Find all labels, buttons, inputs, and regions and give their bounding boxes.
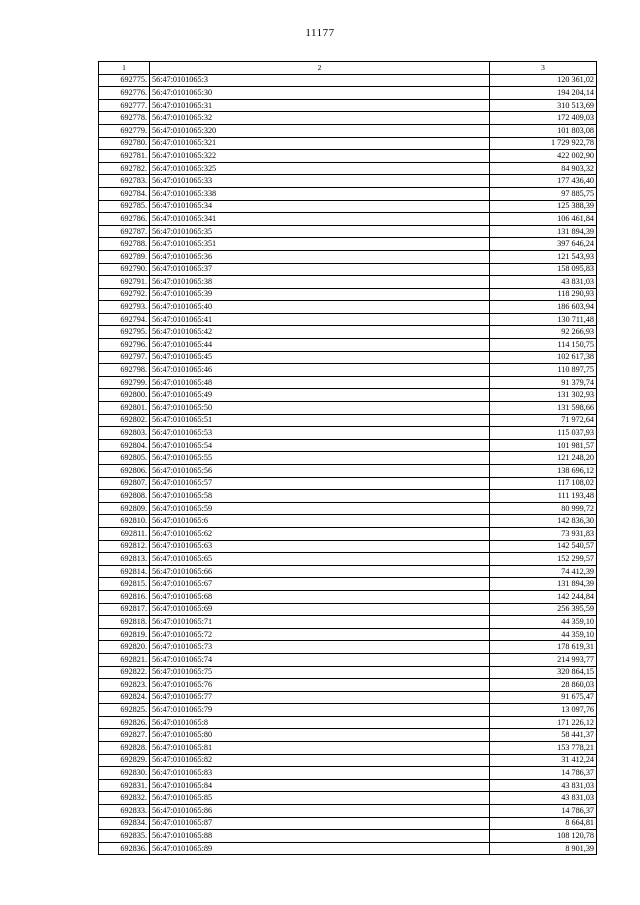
row-number: 692822. — [99, 666, 150, 679]
cadastral-value: 130 711,48 — [490, 313, 597, 326]
cadastral-number: 56:47:0101065:32 — [150, 112, 490, 125]
cadastral-number: 56:47:0101065:82 — [150, 754, 490, 767]
cadastral-number: 56:47:0101065:325 — [150, 162, 490, 175]
table-row — [99, 540, 597, 553]
cadastral-value: 142 540,57 — [490, 540, 597, 553]
table-row — [99, 87, 597, 100]
row-number: 692812. — [99, 540, 150, 553]
cadastral-value: 422 002,90 — [490, 150, 597, 163]
table-row — [99, 754, 597, 767]
column-header-value: 3 — [490, 62, 597, 75]
row-number: 692785. — [99, 200, 150, 213]
table-row — [99, 402, 597, 415]
cadastral-number: 56:47:0101065:35 — [150, 225, 490, 238]
cadastral-value: 125 388,39 — [490, 200, 597, 213]
table-row — [99, 465, 597, 478]
cadastral-value: 138 696,12 — [490, 465, 597, 478]
row-number: 692801. — [99, 402, 150, 415]
cadastral-number: 56:47:0101065:74 — [150, 653, 490, 666]
cadastral-number: 56:47:0101065:36 — [150, 250, 490, 263]
cadastral-number: 56:47:0101065:3 — [150, 74, 490, 87]
table-row — [99, 250, 597, 263]
row-number: 692806. — [99, 465, 150, 478]
row-number: 692815. — [99, 578, 150, 591]
cadastral-number: 56:47:0101065:88 — [150, 830, 490, 843]
table-row — [99, 515, 597, 528]
cadastral-number: 56:47:0101065:322 — [150, 150, 490, 163]
row-number: 692827. — [99, 729, 150, 742]
cadastral-number: 56:47:0101065:57 — [150, 477, 490, 490]
cadastral-number: 56:47:0101065:85 — [150, 792, 490, 805]
row-number: 692787. — [99, 225, 150, 238]
row-number: 692784. — [99, 187, 150, 200]
cadastral-value: 43 831,03 — [490, 779, 597, 792]
cadastral-number: 56:47:0101065:69 — [150, 603, 490, 616]
row-number: 692817. — [99, 603, 150, 616]
table-row — [99, 238, 597, 251]
table-row — [99, 628, 597, 641]
cadastral-value: 114 150,75 — [490, 339, 597, 352]
cadastral-number: 56:47:0101065:59 — [150, 502, 490, 515]
table-row — [99, 817, 597, 830]
table-row — [99, 490, 597, 503]
row-number: 692788. — [99, 238, 150, 251]
cadastral-value: 177 436,40 — [490, 175, 597, 188]
cadastral-number: 56:47:0101065:77 — [150, 691, 490, 704]
cadastral-number: 56:47:0101065:71 — [150, 616, 490, 629]
row-number: 692831. — [99, 779, 150, 792]
table-row — [99, 150, 597, 163]
cadastral-value: 108 120,78 — [490, 830, 597, 843]
cadastral-value: 92 266,93 — [490, 326, 597, 339]
cadastral-number: 56:47:0101065:79 — [150, 704, 490, 717]
row-number: 692783. — [99, 175, 150, 188]
cadastral-value: 153 778,21 — [490, 742, 597, 755]
cadastral-number: 56:47:0101065:68 — [150, 590, 490, 603]
cadastral-number: 56:47:0101065:40 — [150, 301, 490, 314]
table-row — [99, 389, 597, 402]
cadastral-value: 158 095,83 — [490, 263, 597, 276]
cadastral-value: 121 248,20 — [490, 452, 597, 465]
cadastral-value: 118 290,93 — [490, 288, 597, 301]
cadastral-value: 186 603,94 — [490, 301, 597, 314]
cadastral-number: 56:47:0101065:45 — [150, 351, 490, 364]
cadastral-number: 56:47:0101065:338 — [150, 187, 490, 200]
cadastral-value: 13 097,76 — [490, 704, 597, 717]
cadastral-number: 56:47:0101065:53 — [150, 427, 490, 440]
cadastral-value: 101 803,08 — [490, 124, 597, 137]
cadastral-value: 8 664,81 — [490, 817, 597, 830]
cadastral-value: 43 831,03 — [490, 792, 597, 805]
row-number: 692824. — [99, 691, 150, 704]
cadastral-value: 256 395,59 — [490, 603, 597, 616]
cadastral-number: 56:47:0101065:67 — [150, 578, 490, 591]
cadastral-number: 56:47:0101065:42 — [150, 326, 490, 339]
table-row — [99, 565, 597, 578]
row-number: 692819. — [99, 628, 150, 641]
cadastral-number: 56:47:0101065:30 — [150, 87, 490, 100]
row-number: 692802. — [99, 414, 150, 427]
cadastral-number: 56:47:0101065:37 — [150, 263, 490, 276]
cadastral-value: 178 619,31 — [490, 641, 597, 654]
cadastral-value: 320 864,15 — [490, 666, 597, 679]
cadastral-value: 397 646,24 — [490, 238, 597, 251]
cadastral-value: 131 302,93 — [490, 389, 597, 402]
row-number: 692829. — [99, 754, 150, 767]
table-row — [99, 452, 597, 465]
row-number: 692798. — [99, 364, 150, 377]
cadastral-value: 28 860,03 — [490, 679, 597, 692]
cadastral-value: 131 894,39 — [490, 578, 597, 591]
cadastral-number: 56:47:0101065:44 — [150, 339, 490, 352]
table-row — [99, 527, 597, 540]
table-body — [99, 74, 597, 855]
row-number: 692811. — [99, 527, 150, 540]
cadastral-value: 102 617,38 — [490, 351, 597, 364]
column-header-cadastral-number: 2 — [150, 62, 490, 75]
table-row — [99, 553, 597, 566]
table-row — [99, 137, 597, 150]
table-row — [99, 112, 597, 125]
cadastral-value: 131 894,39 — [490, 225, 597, 238]
cadastral-value: 8 901,39 — [490, 842, 597, 855]
row-number: 692777. — [99, 99, 150, 112]
table-row — [99, 339, 597, 352]
row-number: 692780. — [99, 137, 150, 150]
table-row — [99, 414, 597, 427]
row-number: 692778. — [99, 112, 150, 125]
table-row — [99, 124, 597, 137]
cadastral-value: 101 981,57 — [490, 439, 597, 452]
row-number: 692800. — [99, 389, 150, 402]
cadastral-value: 58 441,37 — [490, 729, 597, 742]
table-row — [99, 666, 597, 679]
row-number: 692835. — [99, 830, 150, 843]
row-number: 692813. — [99, 553, 150, 566]
cadastral-number: 56:47:0101065:50 — [150, 402, 490, 415]
cadastral-number: 56:47:0101065:49 — [150, 389, 490, 402]
cadastral-value: 31 412,24 — [490, 754, 597, 767]
table-row — [99, 187, 597, 200]
table-row — [99, 679, 597, 692]
cadastral-number: 56:47:0101065:38 — [150, 276, 490, 289]
table-row — [99, 364, 597, 377]
table-row — [99, 427, 597, 440]
cadastral-value: 1 729 922,78 — [490, 137, 597, 150]
row-number: 692828. — [99, 742, 150, 755]
cadastral-number: 56:47:0101065:75 — [150, 666, 490, 679]
cadastral-number: 56:47:0101065:54 — [150, 439, 490, 452]
cadastral-value: 91 379,74 — [490, 376, 597, 389]
row-number: 692791. — [99, 276, 150, 289]
row-number: 692834. — [99, 817, 150, 830]
row-number: 692775. — [99, 74, 150, 87]
cadastral-number: 56:47:0101065:48 — [150, 376, 490, 389]
cadastral-number: 56:47:0101065:351 — [150, 238, 490, 251]
row-number: 692786. — [99, 213, 150, 226]
cadastral-number: 56:47:0101065:62 — [150, 527, 490, 540]
table-row — [99, 439, 597, 452]
table-row — [99, 99, 597, 112]
cadastral-number: 56:47:0101065:66 — [150, 565, 490, 578]
table-row — [99, 716, 597, 729]
table-row — [99, 830, 597, 843]
row-number: 692782. — [99, 162, 150, 175]
cadastral-value: 194 204,14 — [490, 87, 597, 100]
cadastral-value: 106 461,84 — [490, 213, 597, 226]
row-number: 692836. — [99, 842, 150, 855]
cadastral-number: 56:47:0101065:81 — [150, 742, 490, 755]
row-number: 692826. — [99, 716, 150, 729]
row-number: 692816. — [99, 590, 150, 603]
cadastral-number: 56:47:0101065:321 — [150, 137, 490, 150]
cadastral-value: 214 993,77 — [490, 653, 597, 666]
cadastral-value: 91 675,47 — [490, 691, 597, 704]
row-number: 692820. — [99, 641, 150, 654]
table-row — [99, 641, 597, 654]
row-number: 692790. — [99, 263, 150, 276]
cadastral-value: 14 786,37 — [490, 805, 597, 818]
cadastral-number: 56:47:0101065:34 — [150, 200, 490, 213]
cadastral-value: 172 409,03 — [490, 112, 597, 125]
table-row — [99, 779, 597, 792]
cadastral-value: 80 999,72 — [490, 502, 597, 515]
cadastral-number: 56:47:0101065:63 — [150, 540, 490, 553]
row-number: 692776. — [99, 87, 150, 100]
cadastral-number: 56:47:0101065:41 — [150, 313, 490, 326]
table-row — [99, 376, 597, 389]
cadastral-value: 152 299,57 — [490, 553, 597, 566]
table-row — [99, 842, 597, 855]
cadastral-number: 56:47:0101065:341 — [150, 213, 490, 226]
cadastral-value: 120 361,02 — [490, 74, 597, 87]
table-row — [99, 691, 597, 704]
row-number: 692794. — [99, 313, 150, 326]
table-row — [99, 225, 597, 238]
table-row — [99, 313, 597, 326]
page-number: 11177 — [305, 27, 335, 39]
table-row — [99, 301, 597, 314]
cadastral-value: 131 598,66 — [490, 402, 597, 415]
row-number: 692825. — [99, 704, 150, 717]
table-row — [99, 603, 597, 616]
cadastral-number: 56:47:0101065:320 — [150, 124, 490, 137]
cadastral-number: 56:47:0101065:76 — [150, 679, 490, 692]
row-number: 692814. — [99, 565, 150, 578]
cadastral-value: 14 786,37 — [490, 767, 597, 780]
row-number: 692832. — [99, 792, 150, 805]
cadastral-number: 56:47:0101065:87 — [150, 817, 490, 830]
row-number: 692799. — [99, 376, 150, 389]
cadastral-number: 56:47:0101065:55 — [150, 452, 490, 465]
row-number: 692781. — [99, 150, 150, 163]
row-number: 692796. — [99, 339, 150, 352]
row-number: 692792. — [99, 288, 150, 301]
cadastral-number: 56:47:0101065:56 — [150, 465, 490, 478]
table-row — [99, 616, 597, 629]
column-header-number: 1 — [99, 62, 150, 75]
table-row — [99, 653, 597, 666]
table-header-row — [99, 62, 597, 75]
cadastral-number: 56:47:0101065:33 — [150, 175, 490, 188]
row-number: 692779. — [99, 124, 150, 137]
table-row — [99, 326, 597, 339]
cadastral-number: 56:47:0101065:84 — [150, 779, 490, 792]
row-number: 692797. — [99, 351, 150, 364]
table-row — [99, 578, 597, 591]
cadastral-value-table — [98, 61, 597, 855]
table-row — [99, 742, 597, 755]
cadastral-number: 56:47:0101065:80 — [150, 729, 490, 742]
table-row — [99, 704, 597, 717]
row-number: 692803. — [99, 427, 150, 440]
table-row — [99, 175, 597, 188]
cadastral-value: 44 359,10 — [490, 628, 597, 641]
cadastral-value: 121 543,93 — [490, 250, 597, 263]
row-number: 692807. — [99, 477, 150, 490]
cadastral-value: 142 836,30 — [490, 515, 597, 528]
table-row — [99, 288, 597, 301]
cadastral-number: 56:47:0101065:6 — [150, 515, 490, 528]
table-row — [99, 767, 597, 780]
cadastral-number: 56:47:0101065:89 — [150, 842, 490, 855]
cadastral-value: 117 108,02 — [490, 477, 597, 490]
cadastral-value: 171 226,12 — [490, 716, 597, 729]
cadastral-number: 56:47:0101065:51 — [150, 414, 490, 427]
cadastral-value: 111 193,48 — [490, 490, 597, 503]
row-number: 692821. — [99, 653, 150, 666]
table-row — [99, 805, 597, 818]
cadastral-value: 73 931,83 — [490, 527, 597, 540]
row-number: 692808. — [99, 490, 150, 503]
cadastral-value: 115 037,93 — [490, 427, 597, 440]
cadastral-number: 56:47:0101065:39 — [150, 288, 490, 301]
table-row — [99, 263, 597, 276]
table-row — [99, 590, 597, 603]
cadastral-value: 43 831,03 — [490, 276, 597, 289]
table-row — [99, 74, 597, 87]
row-number: 692810. — [99, 515, 150, 528]
cadastral-number: 56:47:0101065:86 — [150, 805, 490, 818]
cadastral-value: 310 513,69 — [490, 99, 597, 112]
row-number: 692804. — [99, 439, 150, 452]
table-row — [99, 351, 597, 364]
cadastral-value: 110 897,75 — [490, 364, 597, 377]
cadastral-number: 56:47:0101065:8 — [150, 716, 490, 729]
row-number: 692833. — [99, 805, 150, 818]
row-number: 692795. — [99, 326, 150, 339]
cadastral-value: 84 903,32 — [490, 162, 597, 175]
table-row — [99, 792, 597, 805]
cadastral-number: 56:47:0101065:72 — [150, 628, 490, 641]
row-number: 692805. — [99, 452, 150, 465]
row-number: 692809. — [99, 502, 150, 515]
table-row — [99, 502, 597, 515]
table-row — [99, 477, 597, 490]
row-number: 692793. — [99, 301, 150, 314]
cadastral-number: 56:47:0101065:83 — [150, 767, 490, 780]
cadastral-value: 44 359,10 — [490, 616, 597, 629]
cadastral-value: 71 972,64 — [490, 414, 597, 427]
table-row — [99, 729, 597, 742]
cadastral-number: 56:47:0101065:46 — [150, 364, 490, 377]
table-row — [99, 200, 597, 213]
row-number: 692818. — [99, 616, 150, 629]
row-number: 692830. — [99, 767, 150, 780]
cadastral-number: 56:47:0101065:65 — [150, 553, 490, 566]
cadastral-number: 56:47:0101065:73 — [150, 641, 490, 654]
cadastral-value: 97 885,75 — [490, 187, 597, 200]
cadastral-number: 56:47:0101065:58 — [150, 490, 490, 503]
table-row — [99, 213, 597, 226]
table-row — [99, 276, 597, 289]
table-row — [99, 162, 597, 175]
cadastral-value: 74 412,39 — [490, 565, 597, 578]
cadastral-number: 56:47:0101065:31 — [150, 99, 490, 112]
row-number: 692789. — [99, 250, 150, 263]
row-number: 692823. — [99, 679, 150, 692]
cadastral-value: 142 244,84 — [490, 590, 597, 603]
